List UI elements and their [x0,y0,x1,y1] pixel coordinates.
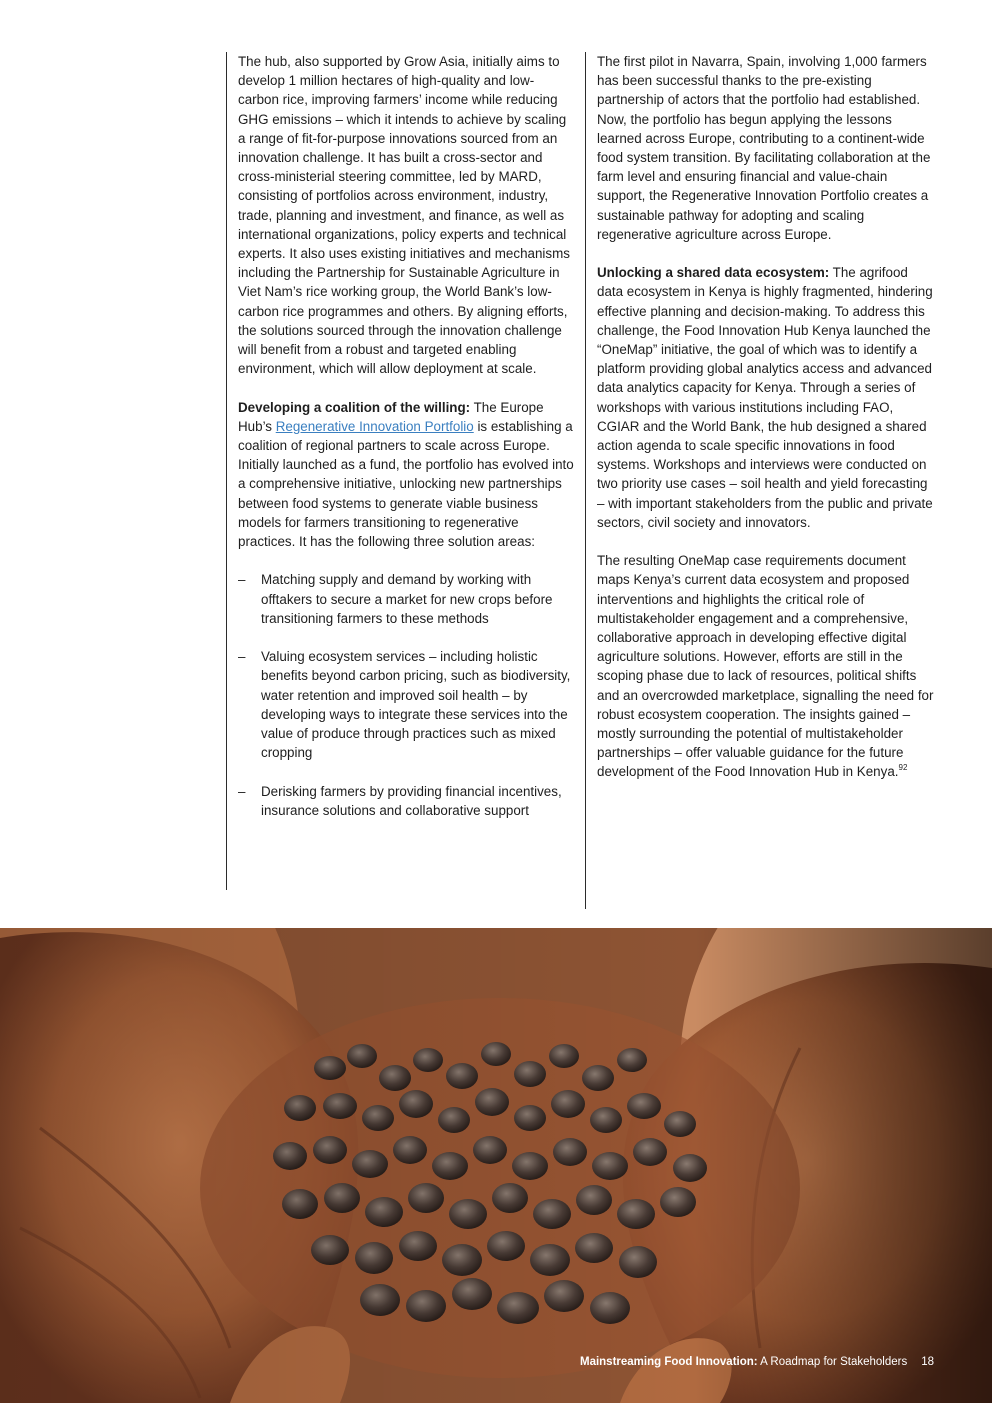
bullet-dash: – [238,649,246,665]
paragraph-coalition: Developing a coalition of the willing: The Europe Hub’s Regenerative Innovation Portfolio is establishing a coalition of regional partners to scale across Europe. Initially launched as a fund, the portfolio has evolved into a comprehensive initiative, unlocking new partnerships between food systems to generate viable business models for farmers transitioning to regenerative practices. It has the following three solution areas: [238,399,574,550]
regenerative-innovation-portfolio-link[interactable]: Regenerative Innovation Portfolio [275,418,474,434]
page-footer [0,1356,934,1368]
photo-illustration [0,928,992,1403]
right-text-column [585,52,935,909]
left-text-column [226,52,574,890]
paragraph-navarra-pilot: The first pilot in Navarra, Spain, involving 1,000 farmers has been successful thanks to the pre-existing partnership of actors that the portfolio had established. Now, the portfolio has begun applying the lessons learned across Europe, contributing to a continent-wide food system transition. By facilitating collaboration at the farm level and ensuring financial and value-chain support, the Regenerative Innovation Portfolio creates a sustainable pathway for adopting and scaling regenerative agriculture across Europe. [597,54,931,242]
page-number: 18 [921,1356,934,1368]
list-item: – Valuing ecosystem services – including holistic benefits beyond carbon pricing, such as biodiversity, water retention and improved soil health – by developing ways to integrate these services into the value of produce through practices such as mixed cropping [238,649,571,761]
paragraph-hub-grow-asia: The hub, also supported by Grow Asia, initially aims to develop 1 million hectares of high-quality and low-carbon rice, improving farmers’ income while reducing GHG emissions – which it intends to achieve by scaling a range of fit-for-purpose innovations sourced from an innovation challenge. It has built a cross-sector and cross-ministerial steering committee, led by MARD, consisting of portfolios across environment, industry, trade, planning and investment, and finance, as well as international organizations, policy experts and technical experts. It also uses existing initiatives and mechanisms including the Partnership for Sustainable Agriculture in Viet Nam’s rice working group, the World Bank’s low-carbon rice programmes and others. By aligning efforts, the solutions sourced through the innovation challenge will benefit from a robust and targeted enabling environment, which will allow deployment at scale. [238,54,570,377]
paragraph-data-ecosystem: Unlocking a shared data ecosystem: The agrifood data ecosystem in Kenya is highly fragmented, hindering effective planning and decision-making. To address this challenge, the Food Innovation Hub Kenya launched the “OneMap” initiative, the goal of which was to identify a platform providing global analytics access and advanced data analytics capacity for Kenya. Through a series of workshops with various institutions including FAO, CGIAR and the World Bank, the hub designed a shared action agenda to scale specific innovations in food systems. Workshops and interviews were conducted on two priority use cases – soil health and yield forecasting – with important stakeholders from the public and private sectors, civil society and innovators. [597,265,933,530]
solution-areas-list [238,570,574,820]
hands-holding-coffee-beans-photo [0,928,992,1403]
bullet-dash: – [238,572,246,588]
footnote-reference: 92 [898,763,908,773]
list-item: – Derisking farmers by providing financial incentives, insurance solutions and collaborative support [238,783,562,818]
paragraph-onemap-results: The resulting OneMap case requirements document maps Kenya’s current data ecosystem and proposed interventions and highlights the critical role of multistakeholder engagement and a comprehensive, collaborative approach in developing effective digital agriculture solutions. However, efforts are still in the scoping phase due to lack of resources, political shifts and an overcrowded marketplace, signalling the need for robust ecosystem cooperation. The insights gained – mostly surrounding the potential of multistakeholder partnerships – offer valuable guidance for the future development of the Food Innovation Hub in Kenya.$^{92}$ [597,553,934,780]
list-item: – Matching supply and demand by working with offtakers to secure a market for new crops before transitioning farmers to these methods [238,572,553,626]
bullet-dash: – [238,783,246,799]
paragraph-lead-data-ecosystem: Unlocking a shared data ecosystem: [597,265,830,281]
paragraph-lead-coalition: Developing a coalition of the willing: [238,399,471,415]
footer-title: Mainstreaming Food Innovation: A Roadmap for Stakeholders [579,1356,908,1368]
